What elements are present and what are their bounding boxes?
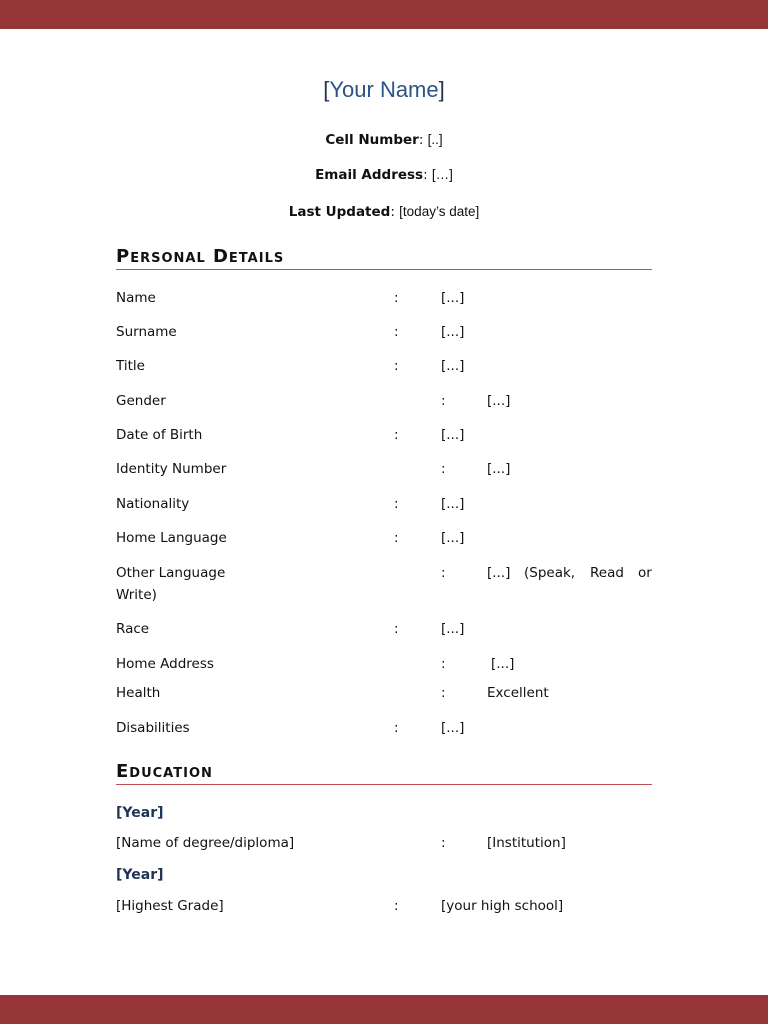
detail-label: Home Address: [116, 656, 214, 672]
detail-label: Race: [116, 621, 150, 637]
detail-value: [...]: [487, 461, 511, 477]
education-heading: Education: [116, 761, 652, 785]
detail-colon: :: [394, 530, 399, 546]
detail-value: [...]: [441, 427, 465, 443]
name-text: Your Name: [329, 77, 439, 102]
detail-value: [...]: [491, 656, 515, 672]
email-sep: :: [423, 167, 432, 183]
email-value: […]: [431, 167, 453, 182]
detail-colon: :: [394, 358, 399, 374]
detail-colon: :: [394, 427, 399, 443]
email-label: Email Address: [315, 167, 424, 183]
education-value: [Institution]: [487, 835, 566, 851]
detail-label: Identity Number: [116, 461, 227, 477]
detail-colon: :: [394, 621, 399, 637]
education-value: [your high school]: [441, 898, 564, 914]
education-label: [Highest Grade]: [116, 898, 224, 914]
other-language-or: or: [638, 565, 652, 581]
detail-value: Excellent: [487, 685, 549, 701]
other-language-speak: (Speak,: [524, 565, 576, 581]
detail-label: Other Language: [116, 565, 226, 581]
detail-colon: :: [441, 685, 446, 701]
detail-colon: :: [441, 393, 446, 409]
education-colon: :: [441, 835, 446, 851]
last-updated-sep: :: [390, 204, 400, 220]
detail-value: [...]: [441, 621, 465, 637]
cell-number-sep: :: [418, 132, 428, 148]
detail-label: Surname: [116, 324, 177, 340]
cell-number-label: Cell Number: [325, 132, 419, 148]
detail-value: [...]: [487, 393, 511, 409]
name-bracket-close: ]: [438, 77, 445, 102]
bottom-color-band: [0, 995, 768, 1024]
detail-label: Health: [116, 685, 161, 701]
detail-value: [...]: [441, 530, 465, 546]
detail-colon: :: [441, 461, 446, 477]
resume-name: [0, 77, 768, 103]
education-year: [Year]: [116, 867, 164, 883]
detail-label: Nationality: [116, 496, 190, 512]
detail-value: [...]: [441, 290, 465, 306]
email-line: [0, 167, 768, 183]
cell-number-line: [0, 132, 768, 148]
detail-value: [...]: [441, 324, 465, 340]
education-label: [Name of degree/diploma]: [116, 835, 295, 851]
top-color-band: [0, 0, 768, 29]
detail-colon: :: [394, 324, 399, 340]
detail-colon: :: [441, 565, 446, 581]
detail-colon: :: [441, 656, 446, 672]
detail-value: [...]: [441, 496, 465, 512]
detail-colon: :: [394, 290, 399, 306]
last-updated-line: [0, 204, 768, 220]
detail-colon: :: [394, 720, 399, 736]
name-bracket-open: [: [323, 77, 330, 102]
detail-label: Disabilities: [116, 720, 190, 736]
detail-label: Title: [116, 358, 145, 374]
detail-label: Date of Birth: [116, 427, 203, 443]
detail-value: [...]: [441, 358, 465, 374]
education-colon: :: [394, 898, 399, 914]
other-language-continuation: Write): [116, 587, 157, 603]
cell-number-value: [..]: [427, 132, 443, 147]
detail-label: Gender: [116, 393, 166, 409]
last-updated-value: [today’s date]: [399, 204, 480, 219]
education-year: [Year]: [116, 805, 164, 821]
personal-details-heading: Personal Details: [116, 246, 652, 270]
detail-value: [...]: [487, 565, 511, 581]
detail-label: Home Language: [116, 530, 227, 546]
other-language-read: Read: [590, 565, 624, 581]
detail-value: [...]: [441, 720, 465, 736]
last-updated-label: Last Updated: [288, 204, 391, 220]
detail-colon: :: [394, 496, 399, 512]
detail-label: Name: [116, 290, 156, 306]
